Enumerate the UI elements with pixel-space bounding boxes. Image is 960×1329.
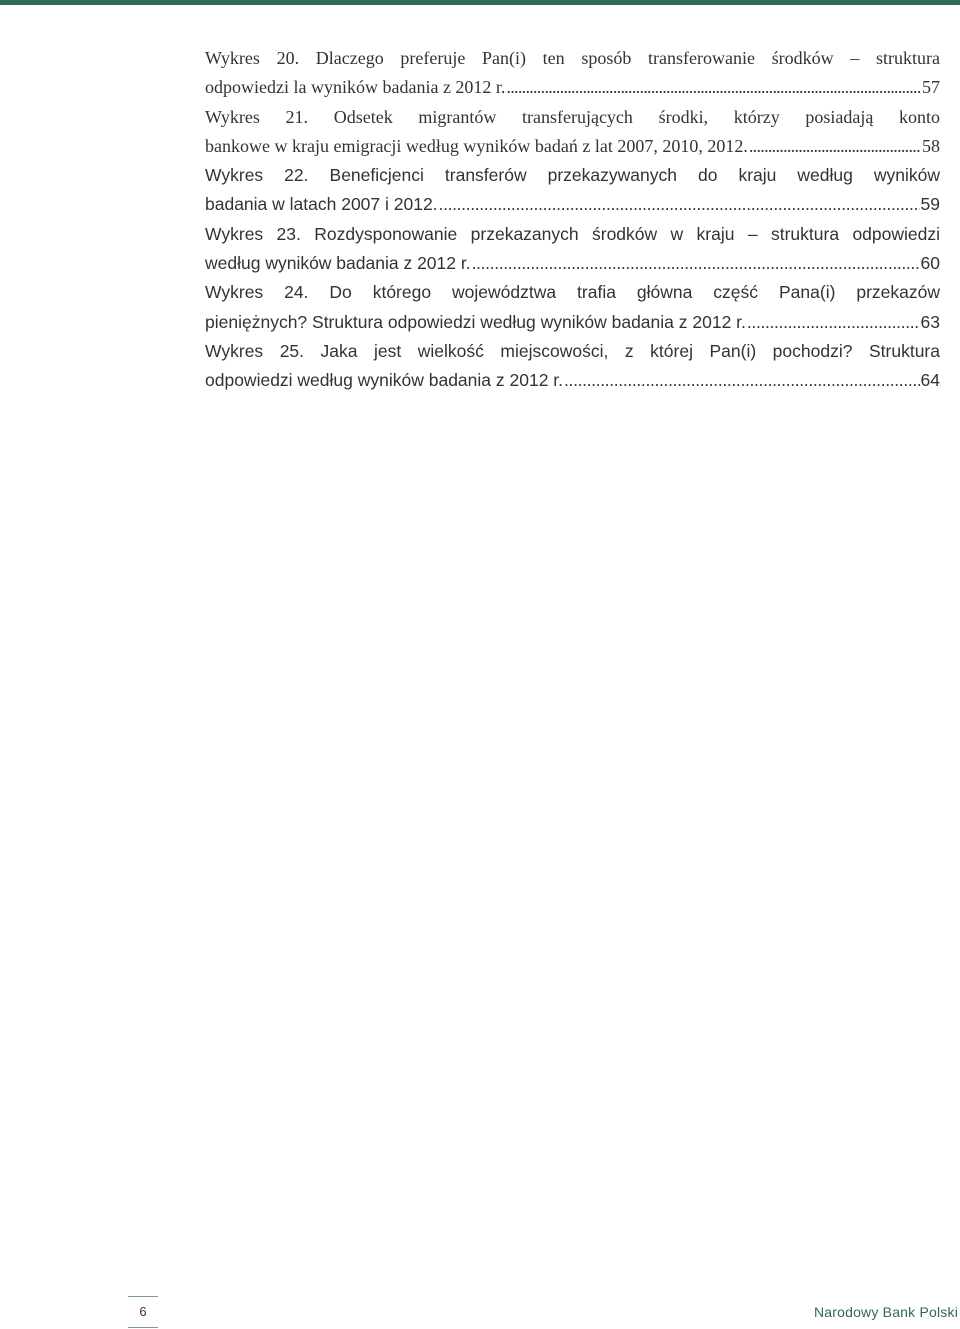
footer-page-number-box [128,1296,158,1328]
toc-entry-page: 59 [920,194,940,215]
dot-leader [564,366,920,395]
dot-leader [749,132,921,161]
toc-entry-title: Wykres 25. Jaka jest wielkość miejscowości, z której Pan(i) pochodzi? Struktura [205,340,940,361]
toc-entry-page: 63 [920,311,940,332]
toc-entry-page: 58 [922,135,940,156]
toc-entry-title-cont: odpowiedzi według wyników badania z 2012 r. [205,370,564,391]
toc-entry-title: Wykres 23. Rozdysponowanie przekazanych środków w kraju – struktura odpowiedzi [205,223,940,244]
toc-entry-page: 64 [920,370,940,391]
header-rule [0,0,960,5]
toc-entry-title-cont: według wyników badania z 2012 r. [205,253,471,274]
toc-entry-title-cont: badania w latach 2007 i 2012. [205,194,438,215]
toc-entry-title: Wykres 24. Do którego województwa trafia główna część Pana(i) przekazów [205,282,940,303]
list-of-figures [205,44,940,396]
dot-leader [506,73,921,102]
toc-entry-wykres-20[interactable] [205,44,940,103]
dot-leader [472,249,920,278]
toc-entry-page: 57 [922,77,940,98]
toc-entry-title-cont: pieniężnych? Struktura odpowiedzi według wyników badania z 2012 r. [205,311,746,332]
dot-leader [747,308,920,337]
footer-page-number: 6 [139,1304,147,1319]
toc-entry-wykres-25[interactable] [205,337,940,396]
toc-entry-wykres-21[interactable] [205,103,940,162]
toc-entry-title-cont: bankowe w kraju emigracji według wyników badań z lat 2007, 2010, 2012. [205,135,748,156]
toc-entry-title: Wykres 22. Beneficjenci transferów przekazywanych do kraju według wyników [205,165,940,186]
toc-entry-title-cont: odpowiedzi la wyników badania z 2012 r. [205,77,506,98]
toc-entry-wykres-23[interactable] [205,220,940,279]
dot-leader [439,190,920,219]
toc-entry-wykres-22[interactable] [205,161,940,220]
toc-entry-title: Wykres 20. Dlaczego preferuje Pan(i) ten sposób transferowanie środków – struktura [205,48,940,68]
toc-entry-wykres-24[interactable] [205,278,940,337]
toc-entry-page: 60 [920,253,940,274]
toc-entry-title: Wykres 21. Odsetek migrantów transferujących środki, którzy posiadają konto [205,106,940,127]
footer-brand: Narodowy Bank Polski [813,1304,958,1320]
